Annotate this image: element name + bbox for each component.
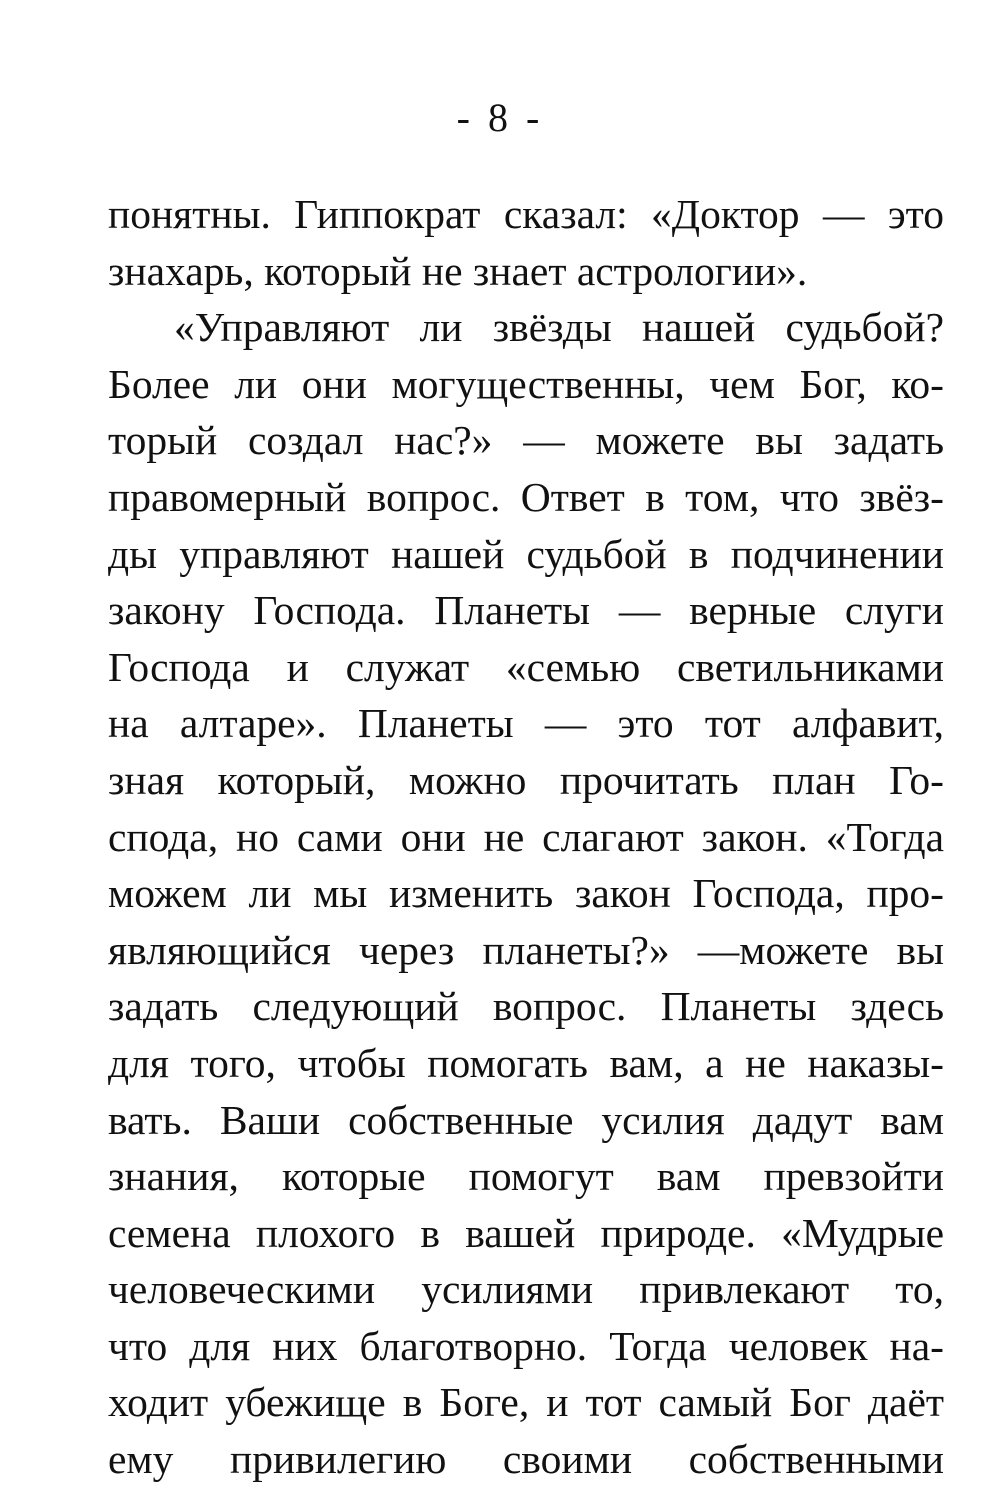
text-line: ходит убежище в Боге, и тот самый Бог даёт xyxy=(108,1379,944,1426)
page-number: - 8 - xyxy=(456,95,544,140)
text-line: можем ли мы изменить закон Господа, про- xyxy=(108,870,944,917)
text-line: человеческими усилиями привлекают то, xyxy=(108,1266,944,1313)
text-line: являющийся через планеты?» —можете вы xyxy=(108,926,944,973)
text-line: вать. Ваши собственные усилия дадут вам xyxy=(108,1096,944,1143)
text-line: закону Господа. Планеты — верные слуги xyxy=(108,587,944,634)
text-line: на алтаре». Планеты — это тот алфавит, xyxy=(108,700,944,747)
text-line: правомерный вопрос. Ответ в том, что звёз- xyxy=(108,473,944,520)
body-text xyxy=(108,186,944,1488)
text-line: что для них благотворно. Тогда человек на- xyxy=(108,1322,944,1369)
text-line: торый создал нас?» — можете вы задать xyxy=(108,417,944,464)
text-line: ды управляют нашей судьбой в подчинении xyxy=(108,530,944,577)
text-line: знахарь, который не знает астрологии». xyxy=(108,247,808,294)
text-line: ему привилегию своими собственными xyxy=(108,1436,944,1483)
text-line: Более ли они могущественны, чем Бог, ко- xyxy=(108,360,944,407)
text-line: задать следующий вопрос. Планеты здесь xyxy=(108,983,944,1030)
text-line: Господа и служат «семью светильниками xyxy=(108,643,944,690)
text-line: зная который, можно прочитать план Го- xyxy=(108,756,944,803)
text-line: понятны. Гиппократ сказал: «Доктор — это xyxy=(108,191,944,237)
text-line: «Управляют ли звёзды нашей судьбой? xyxy=(174,304,944,351)
text-line: знания, которые помогут вам превзойти xyxy=(108,1153,944,1200)
text-line: семена плохого в вашей природе. «Мудрые xyxy=(108,1209,944,1256)
text-line: спода, но сами они не слагают закон. «Тогда xyxy=(108,813,944,860)
text-line: для того, чтобы помогать вам, а не наказы- xyxy=(108,1039,944,1086)
